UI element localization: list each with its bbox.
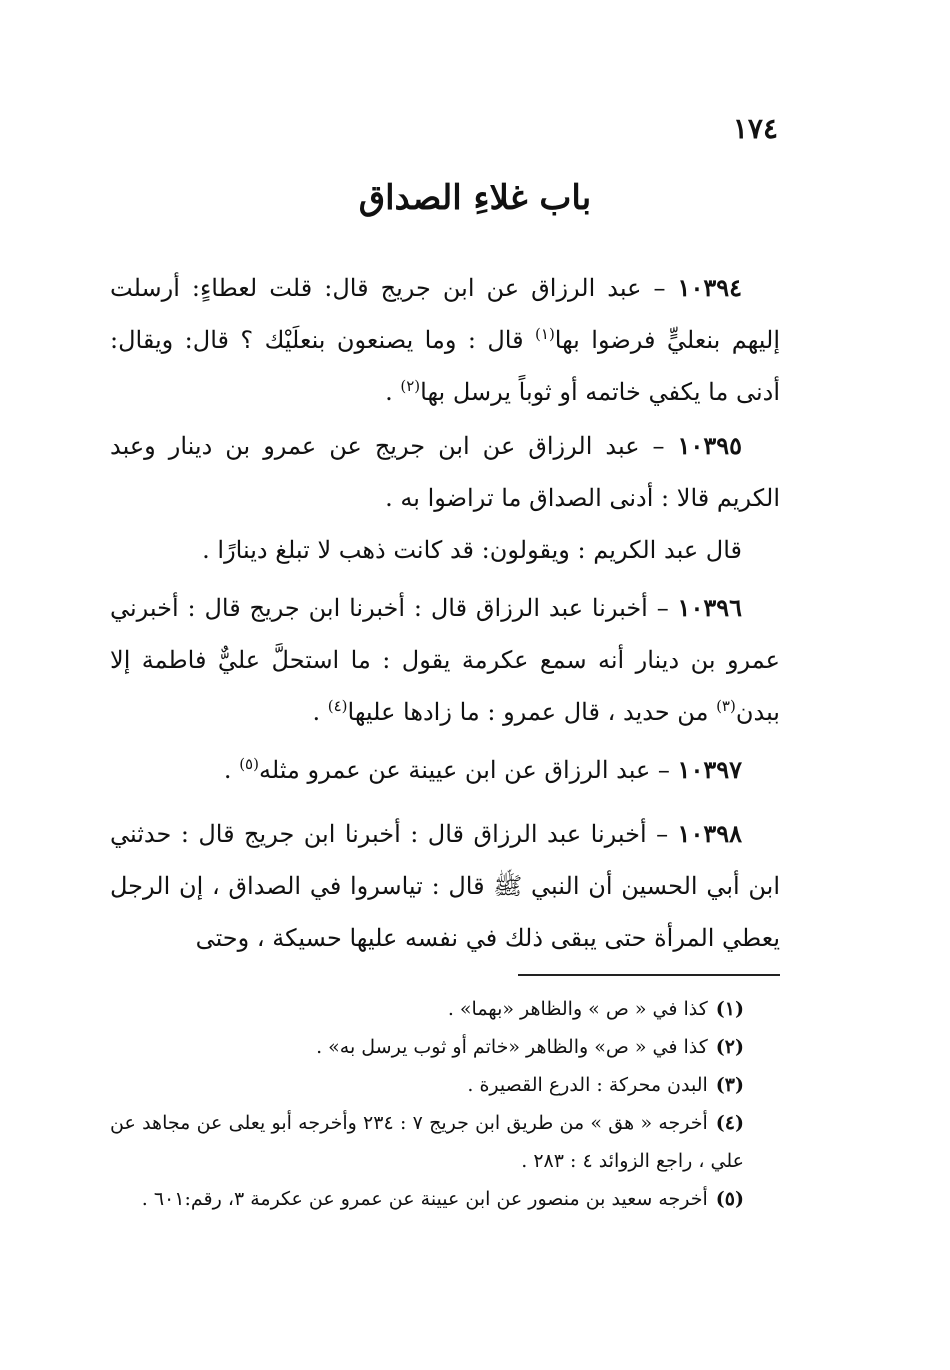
hadith-number: ١٠٣٩٨	[677, 819, 742, 848]
hadith-10394	[110, 262, 780, 418]
footnote-number: (١)	[715, 998, 744, 1020]
footnote-number: (٤)	[715, 1112, 744, 1134]
footnotes	[110, 990, 782, 1218]
hadith-text: .	[223, 756, 240, 784]
hadith-dash: –	[646, 820, 678, 848]
footnote-ref: (٣)	[716, 697, 736, 715]
page-number: ١٧٤	[732, 112, 778, 145]
footnote-number: (٥)	[715, 1188, 744, 1210]
hadith-text: أخبرنا عبد الرزاق قال : أخبرنا ابن جريج قال : حدثني ابن أبي الحسين أن النبي ﷺ قال : تياسروا في الصداق ، إن الرجل يعطي المرأة حتى يبقى ذلك في نفسه عليها حسيكة ، وحتى	[110, 820, 781, 952]
hadith-text: عبد الرزاق عن ابن جريج عن عمرو بن دينار وعبد الكريم قالا : أدنى الصداق ما تراضوا به .	[110, 432, 780, 512]
footnote-text: أخرجه « هق » من طريق ابن جريج ٧ : ٢٣٤ وأخرجه أبو يعلى عن مجاهد عن علي ، راجع الزوائد ٤ : ٢٨٣ .	[110, 1112, 744, 1172]
footnote-number: (٢)	[715, 1036, 744, 1058]
footnote-ref: (٤)	[327, 697, 348, 715]
hadith-text: عبد الرزاق عن ابن جريج قال: قلت لعطاءٍ: أرسلت إليهم بنعليٍّ فرضوا بها	[110, 274, 780, 354]
hadith-number: ١٠٣٩٦	[677, 593, 742, 622]
footnote-1	[110, 990, 782, 1028]
hadith-number: ١٠٣٩٧	[677, 755, 742, 784]
footnote-text: كذا في « ص» والظاهر «خاتم أو ثوب يرسل به» .	[316, 1036, 708, 1058]
hadith-10397	[110, 744, 780, 796]
hadith-text: .	[385, 378, 401, 406]
hadith-text: .	[312, 698, 328, 726]
hadith-paragraph	[110, 420, 780, 524]
hadith-text: قال عبد الكريم : ويقولون: قد كانت ذهب لا تبلغ دينارًا .	[202, 536, 742, 564]
footnote-ref: (١)	[535, 325, 555, 343]
footnote-text: أخرجه سعيد بن منصور عن ابن عيينة عن عمرو عن عكرمة ٣، رقم:٦٠١ .	[141, 1188, 708, 1210]
hadith-dash: –	[650, 756, 678, 784]
hadith-10395	[110, 420, 780, 576]
hadith-paragraph	[110, 262, 780, 418]
hadith-paragraph	[110, 582, 780, 738]
hadith-paragraph	[110, 744, 780, 796]
footnote-text: كذا في « ص » والظاهر «بهما» .	[447, 998, 708, 1020]
hadith-number: ١٠٣٩٤	[677, 273, 742, 302]
hadith-10398	[110, 808, 780, 964]
footnote-ref: (٥)	[239, 755, 259, 773]
footnote-4	[110, 1104, 782, 1180]
footnote-3	[110, 1066, 782, 1104]
footnote-5	[110, 1180, 782, 1218]
hadith-text: قال : وما يصنعون بنعلَيْك ؟ قال: ويقال: أدنى ما يكفي خاتمه أو ثوباً يرسل بها	[110, 326, 780, 406]
hadith-text: عبد الرزاق عن ابن عيينة عن عمرو مثله	[258, 756, 651, 784]
hadith-dash: –	[641, 274, 678, 302]
footnote-number: (٣)	[715, 1074, 744, 1096]
footnote-divider	[518, 974, 780, 976]
hadith-paragraph	[110, 808, 780, 964]
hadith-dash: –	[639, 432, 678, 460]
footnote-2	[110, 1028, 782, 1066]
hadith-text: من حديد ، قال عمرو : ما زادها عليها	[347, 698, 717, 726]
footnote-ref: (٢)	[400, 377, 421, 395]
chapter-title: باب غلاءِ الصداق	[358, 178, 592, 218]
footnote-text: البدن محركة : الدرع القصيرة .	[467, 1074, 708, 1096]
hadith-number: ١٠٣٩٥	[677, 431, 742, 460]
hadith-10396	[110, 582, 780, 738]
hadith-continuation	[110, 524, 780, 576]
hadith-text: أخبرنا عبد الرزاق قال : أخبرنا ابن جريج قال : أخبرني عمرو بن دينار أنه سمع عكرمة يقول : ما استحلَّ عليٌّ فاطمة إلا ببدن	[110, 594, 780, 726]
hadith-dash: –	[647, 594, 678, 622]
